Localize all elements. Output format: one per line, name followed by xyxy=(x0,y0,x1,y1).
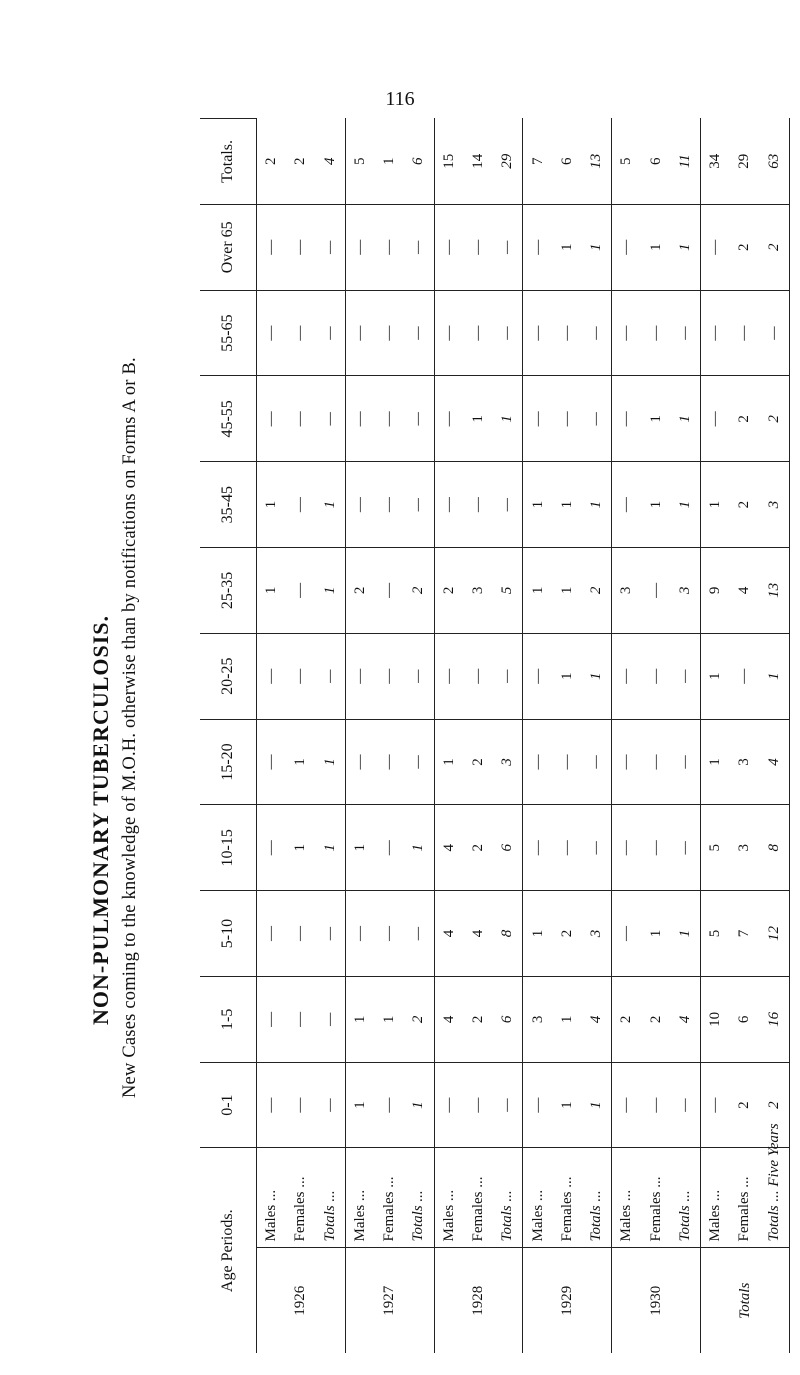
value-cell: 15 xyxy=(440,153,457,169)
value-cell: 1 xyxy=(671,891,701,977)
value-cell: 4 xyxy=(434,805,464,891)
value-cell: — xyxy=(553,290,582,376)
value-cell: — xyxy=(612,204,642,290)
sex-label-cell: Males ... xyxy=(345,1148,375,1248)
value-cell: — xyxy=(493,633,523,719)
value-cell: — xyxy=(404,891,434,977)
table-row xyxy=(612,119,642,1354)
sex-label-cell: Totals ... xyxy=(671,1148,701,1248)
value-cell: 3 xyxy=(759,462,789,548)
value-cell: — xyxy=(582,376,612,462)
value-cell: — xyxy=(257,719,287,805)
value-cell: 63 xyxy=(759,119,789,205)
value-cell: 5 xyxy=(618,157,635,165)
value-cell: — xyxy=(671,719,701,805)
value-cell: 2 xyxy=(292,157,309,165)
value-cell: — xyxy=(493,462,523,548)
value-cell: 2 xyxy=(759,204,789,290)
table-row xyxy=(434,119,464,1354)
age-header: 10-15 xyxy=(200,805,257,891)
value-cell: — xyxy=(642,633,671,719)
value-cell: — xyxy=(493,1062,523,1148)
value-cell: 2 xyxy=(730,462,759,548)
value-cell: 4 xyxy=(434,976,464,1062)
value-cell: 2 xyxy=(345,548,375,634)
year-cell: 1929 xyxy=(523,1248,612,1353)
value-cell: — xyxy=(434,204,464,290)
value-cell: 6 xyxy=(404,119,434,205)
tuberculosis-table xyxy=(200,118,790,1353)
value-cell: — xyxy=(493,290,523,376)
table-row xyxy=(671,119,701,1354)
value-cell: 2 xyxy=(404,548,434,634)
value-cell: 1 xyxy=(553,462,582,548)
value-cell: 1 xyxy=(257,548,287,634)
value-cell: — xyxy=(612,462,642,548)
value-cell: — xyxy=(404,204,434,290)
value-cell: — xyxy=(404,633,434,719)
value-cell: — xyxy=(434,376,464,462)
value-cell: 2 xyxy=(464,976,493,1062)
value-cell: 1 xyxy=(553,633,582,719)
value-cell: 1 xyxy=(345,976,375,1062)
value-cell: 1 xyxy=(315,805,345,891)
sex-label-cell: Males ... xyxy=(257,1148,287,1248)
age-header: 55-65 xyxy=(200,290,257,376)
value-cell: — xyxy=(257,805,287,891)
value-cell: 1 xyxy=(523,462,553,548)
age-header: 0-1 xyxy=(200,1062,257,1148)
value-cell: 12 xyxy=(759,891,789,977)
value-cell: 1 xyxy=(701,633,731,719)
value-cell: — xyxy=(375,633,404,719)
value-cell: 1 xyxy=(582,204,612,290)
page-subtitle: New Cases coming to the knowledge of M.O.H. otherwise than by notifications on Forms A or B. xyxy=(120,357,140,1098)
value-cell: 14 xyxy=(470,153,487,169)
age-header: 20-25 xyxy=(200,633,257,719)
value-cell: 1 xyxy=(642,891,671,977)
value-cell: 3 xyxy=(730,719,759,805)
sex-label-cell: Totals ... xyxy=(315,1148,345,1248)
value-cell: — xyxy=(375,891,404,977)
value-cell: — xyxy=(345,376,375,462)
value-cell: 1 xyxy=(345,805,375,891)
value-cell: 1 xyxy=(582,633,612,719)
value-cell: — xyxy=(612,719,642,805)
value-cell: 1 xyxy=(315,548,345,634)
value-cell: 1 xyxy=(493,376,523,462)
value-cell: 10 xyxy=(701,976,731,1062)
value-cell: — xyxy=(315,376,345,462)
value-cell: — xyxy=(553,719,582,805)
value-cell: — xyxy=(612,290,642,376)
value-cell: 1 xyxy=(671,462,701,548)
table-row xyxy=(730,119,759,1354)
value-cell: 34 xyxy=(707,153,724,169)
value-cell: — xyxy=(642,290,671,376)
value-cell: — xyxy=(345,204,375,290)
value-cell: — xyxy=(612,633,642,719)
value-cell: 4 xyxy=(730,548,759,634)
table-header-row xyxy=(200,119,257,1354)
value-cell: — xyxy=(523,805,553,891)
value-cell: — xyxy=(286,633,315,719)
age-header: 1-5 xyxy=(200,976,257,1062)
value-cell: 1 xyxy=(582,462,612,548)
value-cell: — xyxy=(315,1062,345,1148)
tuberculosis-table-wrapper xyxy=(200,118,790,1353)
value-cell: 1 xyxy=(523,548,553,634)
value-cell: 2 xyxy=(582,548,612,634)
value-cell: 13 xyxy=(759,548,789,634)
value-cell: — xyxy=(701,290,731,376)
table-row xyxy=(464,119,493,1354)
value-cell: — xyxy=(286,548,315,634)
year-cell: 1926 xyxy=(257,1248,346,1353)
value-cell: — xyxy=(612,1062,642,1148)
year-cell: 1927 xyxy=(345,1248,434,1353)
age-header: 25-35 xyxy=(200,548,257,634)
value-cell: — xyxy=(315,976,345,1062)
value-cell: 1 xyxy=(759,633,789,719)
sex-label-cell: Males ... xyxy=(523,1148,553,1248)
value-cell: — xyxy=(642,805,671,891)
value-cell: — xyxy=(404,719,434,805)
sex-label-cell: Females ... xyxy=(464,1148,493,1248)
sex-label-cell: Males ... xyxy=(701,1148,731,1248)
value-cell: — xyxy=(375,719,404,805)
value-cell: — xyxy=(375,548,404,634)
value-cell: 5 xyxy=(493,548,523,634)
table-row xyxy=(404,119,434,1354)
value-cell: — xyxy=(315,290,345,376)
value-cell: 2 xyxy=(730,1062,759,1148)
value-cell: — xyxy=(404,462,434,548)
value-cell: 7 xyxy=(730,891,759,977)
value-cell: — xyxy=(523,290,553,376)
value-cell: — xyxy=(493,204,523,290)
age-header: 15-20 xyxy=(200,719,257,805)
value-cell: — xyxy=(464,204,493,290)
value-cell: 1 xyxy=(642,376,671,462)
value-cell: — xyxy=(642,1062,671,1148)
value-cell: 29 xyxy=(736,153,753,169)
value-cell: — xyxy=(434,290,464,376)
value-cell: 2 xyxy=(553,891,582,977)
sex-label-cell: Totals ... xyxy=(493,1148,523,1248)
value-cell: 9 xyxy=(701,548,731,634)
value-cell: 4 xyxy=(671,976,701,1062)
value-cell: — xyxy=(642,548,671,634)
value-cell: — xyxy=(582,719,612,805)
value-cell: 2 xyxy=(759,1062,789,1148)
page-number: 116 xyxy=(385,88,415,110)
value-cell: 6 xyxy=(558,157,575,165)
value-cell: 2 xyxy=(612,976,642,1062)
sex-label-cell: Males ... xyxy=(612,1148,642,1248)
value-cell: — xyxy=(286,290,315,376)
value-cell: — xyxy=(257,376,287,462)
value-cell: — xyxy=(345,462,375,548)
value-cell: 1 xyxy=(381,157,398,165)
value-cell: 1 xyxy=(642,462,671,548)
value-cell: 5 xyxy=(701,805,731,891)
value-cell: 4 xyxy=(464,891,493,977)
value-cell: 3 xyxy=(493,719,523,805)
value-cell: — xyxy=(464,633,493,719)
age-header: 45-55 xyxy=(200,376,257,462)
value-cell: — xyxy=(464,462,493,548)
value-cell: 3 xyxy=(582,891,612,977)
value-cell: 1 xyxy=(404,1062,434,1148)
table-row xyxy=(759,119,789,1354)
value-cell: 1 xyxy=(553,204,582,290)
value-cell: — xyxy=(375,290,404,376)
table-row xyxy=(286,119,315,1354)
value-cell: — xyxy=(434,633,464,719)
value-cell: — xyxy=(315,204,345,290)
value-cell: 29 xyxy=(493,119,523,205)
value-cell: — xyxy=(404,376,434,462)
table-row xyxy=(553,119,582,1354)
value-cell: 1 xyxy=(553,1062,582,1148)
page-title: NON-PULMONARY TUBERCULOSIS. xyxy=(88,614,113,1025)
value-cell: — xyxy=(286,1062,315,1148)
value-cell: 16 xyxy=(759,976,789,1062)
value-cell: — xyxy=(759,290,789,376)
value-cell: — xyxy=(434,1062,464,1148)
value-cell: 2 xyxy=(464,719,493,805)
sex-label-cell: Females ... xyxy=(286,1148,315,1248)
value-cell: 1 xyxy=(345,1062,375,1148)
value-cell: — xyxy=(553,805,582,891)
value-cell: 2 xyxy=(730,204,759,290)
value-cell: — xyxy=(582,290,612,376)
value-cell: — xyxy=(730,633,759,719)
value-cell: — xyxy=(375,462,404,548)
value-cell: — xyxy=(286,976,315,1062)
value-cell: — xyxy=(286,376,315,462)
sex-label-cell: Totals ... Five Years xyxy=(759,1148,789,1248)
value-cell: — xyxy=(671,1062,701,1148)
value-cell: — xyxy=(375,204,404,290)
value-cell: — xyxy=(671,805,701,891)
value-cell: — xyxy=(642,719,671,805)
value-cell: 5 xyxy=(701,891,731,977)
value-cell: 2 xyxy=(434,548,464,634)
sex-label-cell: Totals ... xyxy=(404,1148,434,1248)
value-cell: 3 xyxy=(730,805,759,891)
age-header: Totals. xyxy=(200,119,257,205)
value-cell: — xyxy=(375,1062,404,1148)
sex-label-cell: Females ... xyxy=(375,1148,404,1248)
value-cell: — xyxy=(286,204,315,290)
value-cell: 1 xyxy=(315,719,345,805)
value-cell: 8 xyxy=(493,891,523,977)
value-cell: — xyxy=(523,633,553,719)
value-cell: — xyxy=(257,976,287,1062)
value-cell: 1 xyxy=(286,805,315,891)
value-cell: — xyxy=(345,290,375,376)
table-row xyxy=(345,119,375,1354)
age-header: 5-10 xyxy=(200,891,257,977)
table-row xyxy=(257,119,287,1354)
value-cell: — xyxy=(671,633,701,719)
value-cell: 4 xyxy=(434,891,464,977)
value-cell: 2 xyxy=(263,157,280,165)
value-cell: 6 xyxy=(647,157,664,165)
value-cell: — xyxy=(257,1062,287,1148)
value-cell: 1 xyxy=(434,719,464,805)
value-cell: — xyxy=(464,290,493,376)
value-cell: — xyxy=(523,204,553,290)
value-cell: 2 xyxy=(642,976,671,1062)
value-cell: 1 xyxy=(404,805,434,891)
table-row xyxy=(375,119,404,1354)
year-cell: 1930 xyxy=(612,1248,701,1353)
value-cell: 11 xyxy=(671,119,701,205)
table-row xyxy=(642,119,671,1354)
value-cell: — xyxy=(315,891,345,977)
value-cell: — xyxy=(612,376,642,462)
value-cell: — xyxy=(345,891,375,977)
value-cell: 1 xyxy=(582,1062,612,1148)
table-row xyxy=(582,119,612,1354)
value-cell: 1 xyxy=(375,976,404,1062)
value-cell: — xyxy=(286,891,315,977)
value-cell: 3 xyxy=(523,976,553,1062)
value-cell: 1 xyxy=(701,462,731,548)
sex-label-cell: Totals ... xyxy=(582,1148,612,1248)
value-cell: — xyxy=(404,290,434,376)
value-cell: 1 xyxy=(315,462,345,548)
value-cell: 1 xyxy=(553,976,582,1062)
sex-label-cell: Females ... xyxy=(730,1148,759,1248)
value-cell: — xyxy=(523,719,553,805)
value-cell: 2 xyxy=(464,805,493,891)
value-cell: — xyxy=(701,1062,731,1148)
table-row xyxy=(493,119,523,1354)
value-cell: 2 xyxy=(404,976,434,1062)
table-row xyxy=(315,119,345,1354)
value-cell: 3 xyxy=(464,548,493,634)
value-cell: — xyxy=(375,805,404,891)
value-cell: 4 xyxy=(582,976,612,1062)
value-cell: — xyxy=(582,805,612,891)
value-cell: 3 xyxy=(612,548,642,634)
value-cell: — xyxy=(257,290,287,376)
value-cell: — xyxy=(257,633,287,719)
value-cell: — xyxy=(375,376,404,462)
value-cell: 2 xyxy=(759,376,789,462)
value-cell: — xyxy=(612,805,642,891)
value-cell: — xyxy=(345,719,375,805)
age-periods-header: Age Periods. xyxy=(200,1148,257,1353)
value-cell: — xyxy=(523,1062,553,1148)
value-cell: 2 xyxy=(730,376,759,462)
value-cell: — xyxy=(701,204,731,290)
year-cell: 1928 xyxy=(434,1248,523,1353)
value-cell: — xyxy=(257,204,287,290)
value-cell: 1 xyxy=(642,204,671,290)
value-cell: 6 xyxy=(493,976,523,1062)
sex-label-cell: Males ... xyxy=(434,1148,464,1248)
value-cell: — xyxy=(523,376,553,462)
value-cell: — xyxy=(286,462,315,548)
value-cell: — xyxy=(612,891,642,977)
value-cell: — xyxy=(434,462,464,548)
value-cell: 7 xyxy=(529,157,546,165)
value-cell: — xyxy=(315,633,345,719)
value-cell: 1 xyxy=(671,204,701,290)
sex-label-cell: Females ... xyxy=(553,1148,582,1248)
value-cell: 13 xyxy=(582,119,612,205)
table-body xyxy=(257,119,790,1354)
value-cell: — xyxy=(464,1062,493,1148)
value-cell: — xyxy=(553,376,582,462)
value-cell: 1 xyxy=(523,891,553,977)
value-cell: — xyxy=(345,633,375,719)
value-cell: 4 xyxy=(315,119,345,205)
table-row xyxy=(701,119,731,1354)
value-cell: — xyxy=(671,290,701,376)
value-cell: 5 xyxy=(352,157,368,165)
value-cell: 6 xyxy=(493,805,523,891)
age-header: 35-45 xyxy=(200,462,257,548)
year-cell: Totals xyxy=(701,1248,790,1353)
value-cell: 6 xyxy=(730,976,759,1062)
value-cell: 1 xyxy=(286,719,315,805)
value-cell: 4 xyxy=(759,719,789,805)
value-cell: 1 xyxy=(671,376,701,462)
value-cell: — xyxy=(701,376,731,462)
value-cell: — xyxy=(730,290,759,376)
value-cell: 1 xyxy=(701,719,731,805)
sex-label-cell: Females ... xyxy=(642,1148,671,1248)
value-cell: 8 xyxy=(759,805,789,891)
value-cell: 1 xyxy=(257,462,287,548)
age-header: Over 65 xyxy=(200,204,257,290)
value-cell: 1 xyxy=(553,548,582,634)
value-cell: 3 xyxy=(671,548,701,634)
table-row xyxy=(523,119,553,1354)
value-cell: — xyxy=(257,891,287,977)
value-cell: 1 xyxy=(464,376,493,462)
